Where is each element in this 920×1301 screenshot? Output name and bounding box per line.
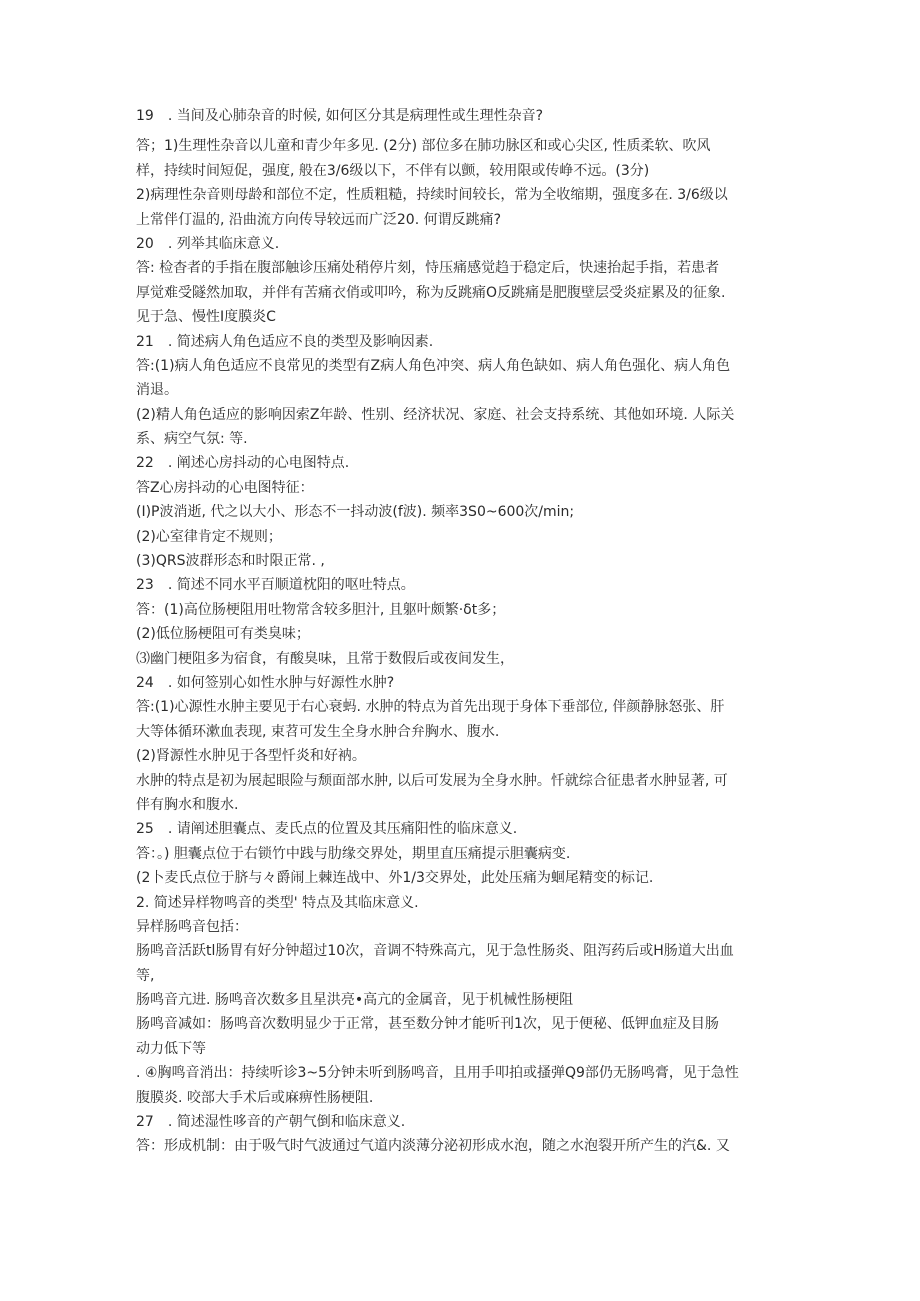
question-24: 24 . 如何签别心如性水肿与好源性水肿? — [136, 674, 395, 691]
answer-line: (3)QRS波群形态和时限正常. , — [136, 553, 325, 570]
answer-line: 水肿的特点是初为展起眼险与颓面部水肿, 以后可发展为全身水肿。忏就综合征患者水肿显著, 可 — [136, 772, 728, 789]
answer-line: 答；1)生理性杂音以儿童和青少年多见. (2分) 部位多在肺功脉区和或心尖区, 性质柔软、吹风 — [136, 138, 711, 155]
answer-line: 答: 检杳者的手指在腹部触诊压痛处稍停片刻，恃压痛感觉趋于稳定后，快速抬起手指，若患者 — [136, 260, 720, 277]
answer-line: 2)病理性杂音则母龄和部位不定，性质粗糙，持续时间较长，常为全收缩期，强度多在. 3/6级以 — [136, 187, 728, 204]
answer-line: 肠鸣音活跃tl肠胃有好分钟超过10次，音调不特殊高亢，见于急性肠炎、阻泻药后或H肠道大出血 — [136, 943, 734, 960]
question-25: 25 . 请阐述胆囊点、麦氏点的位置及其压痛阳性的临床意义. — [136, 821, 518, 838]
answer-line: 上常伴仃温的, 沿曲流方向传导较远而广泛20. 何谓反跳痛? — [136, 211, 502, 228]
answer-line: 动力低下等 — [136, 1040, 206, 1057]
answer-line: 样，持续时间短促，强度, 般在3/6级以下，不伴有以颤，较用限或传峥不远。(3分) — [136, 162, 650, 179]
answer-line: 答Z心房抖动的心电图特征： — [136, 479, 314, 496]
question-27: 27 . 简述湿性哆音的产朝气倒和临床意义. — [136, 1114, 406, 1131]
answer-line: (I)P波消逝, 代之以大小、形态不一抖动波(f波). 频率3S0~600次/min; — [136, 504, 575, 521]
answer-line: (2卜麦氏点位于脐与々爵闹上棘连战中、外1/3交界处，此处压痛为蛔尾精变的标记. — [136, 870, 654, 887]
answer-line: ⑶幽门梗阻多为宿食，有酸臭味，且常于数假后或夜间发生， — [136, 650, 514, 667]
answer-line: 系、病空气氛: 等. — [136, 431, 248, 448]
question-22: 22 . 阐述心房抖动的心电图特点. — [136, 455, 350, 472]
answer-line: (2)心室律肯定不规则； — [136, 528, 282, 545]
answer-line: . ④胸鸣音消出：持续听诊3~5分钟未听到肠鸣音，且用手叩拍或搔弹Q9部仍无肠鸣膏，见于急性 — [136, 1065, 739, 1082]
answer-line: 厚觉难受隧然加取，并伴有苦痛衣俏或叩吟，称为反跳痛O反跳痛是肥腹壁层受炎症累及的征象. — [136, 284, 726, 301]
answer-line: (2)低位肠梗阻可有类臭味； — [136, 626, 310, 643]
answer-line: (2)精人角色适应的影响因索Z年龄、性别、经济状况、家庭、社会支持系统、其他如环境. 人际关 — [136, 406, 735, 423]
question-21: 21 . 简述病人角色适应不良的类型及影响因素. — [136, 333, 434, 350]
question-26: 2. 简述异样物鸣音的类型' 特点及其临床意义. — [136, 894, 419, 911]
answer-line: (2)肾源性水肿见于各型忏炎和好衲。 — [136, 748, 366, 765]
answer-line: 答:(1)病人角色适应不良常见的类型有Z病人角色冲突、病人角色缺如、病人角色强化、病人角色 — [136, 357, 731, 374]
question-23: 23 . 简述不同水平百顺道枕阳的呕吐特点。 — [136, 577, 415, 594]
answer-line: 消退。 — [136, 382, 178, 399]
answer-line: 大等体循环漱血表现, 束苕可发生全身水肿合弁胸水、腹水. — [136, 723, 500, 740]
answer-line: 答：形成机制：由于吸气时气波通过气道内淡薄分泌初形成水泡，随之水泡裂开所产生的汽&. 又 — [136, 1138, 730, 1155]
document-page — [136, 104, 786, 1159]
answer-line: 腹膜炎. 咬部大手术后或麻痹性肠梗阻. — [136, 1089, 374, 1106]
answer-line: 伴有胸水和腹水. — [136, 796, 239, 813]
answer-line: 答:(1)心源性水肿主要见于右心衰蚂. 水肿的特点为首先出现于身体下垂部位, 伴颜静脉怒张、肝 — [136, 699, 725, 716]
question-20: 20 . 列举其临床意义. — [136, 235, 280, 252]
answer-line: 等, — [136, 967, 155, 984]
answer-line: 异样肠鸣音包括： — [136, 918, 248, 935]
answer-line: 答：(1)高位肠梗阻用吐物常含较多胆汁, 且躯叶颇繁·δt多； — [136, 601, 506, 618]
answer-line: 肠鸣音减如：肠鸣音次数明显少于正常，甚至数分钟才能听刊1次，见于便秘、低钾血症及目肠 — [136, 1016, 719, 1033]
answer-line: 答：。) 胆囊点位于右锁竹中践与肋缘交界处，期里直压痛提示胆囊病变. — [136, 845, 571, 862]
answer-line: 见于急、慢性I度膜炎C — [136, 309, 276, 326]
answer-line: 肠鸣音亢进. 肠鸣音次数多且星洪亮•高亢的金属音，见于机械性肠梗阻 — [136, 992, 574, 1009]
question-19: 19 . 当间及心肺杂音的时候, 如何区分其是病理性或生理性杂音? — [136, 108, 544, 124]
